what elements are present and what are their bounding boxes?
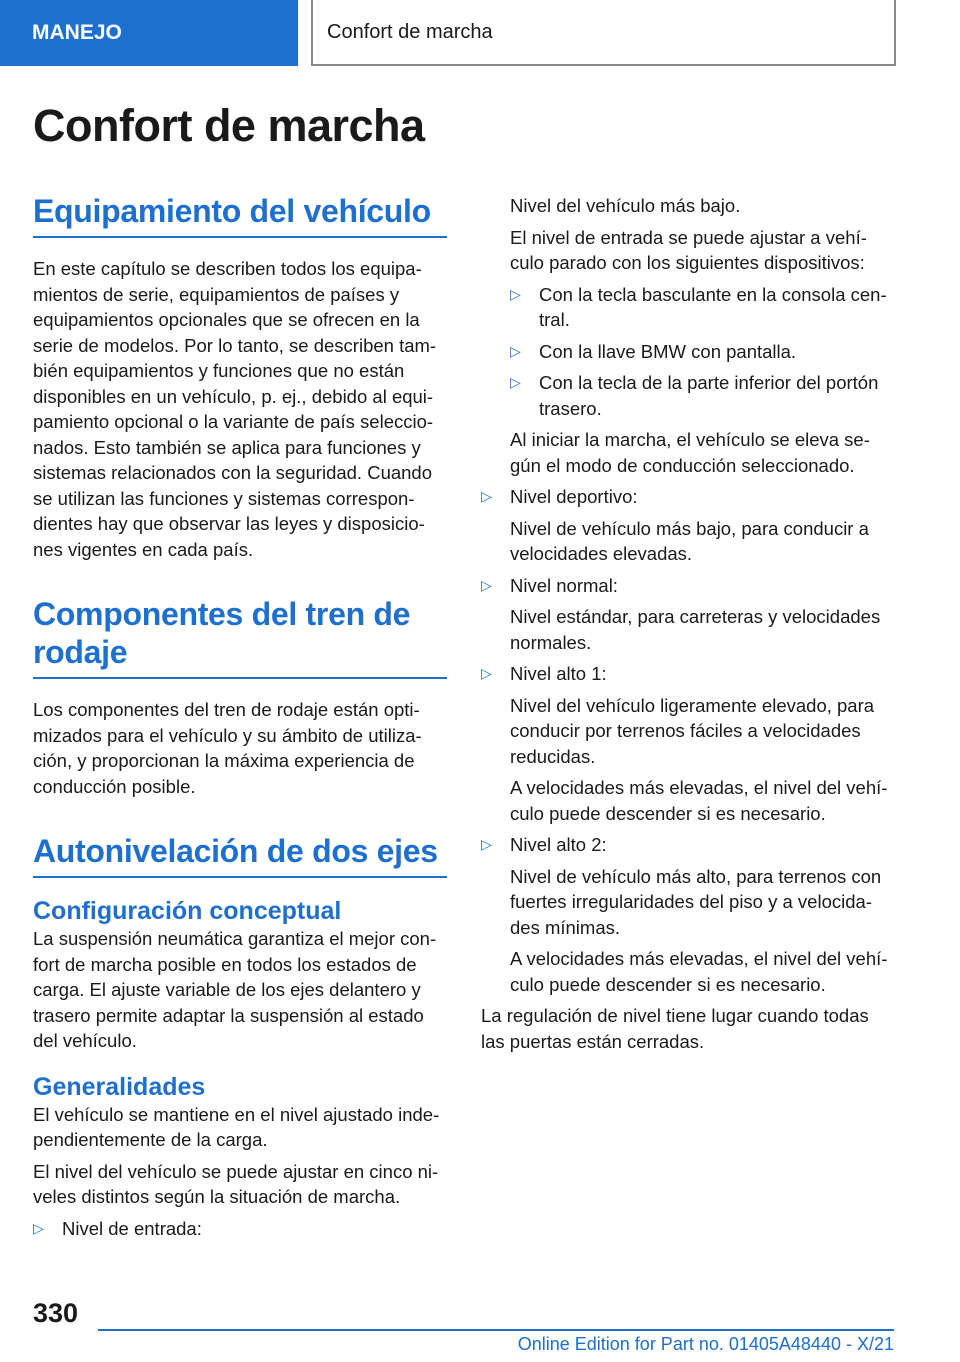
list-item-label: Nivel deportivo: (510, 486, 638, 507)
text-line: nes vigentes en cada país. (33, 538, 254, 560)
triangle-bullet-icon: ▷ (510, 374, 521, 390)
heading-componentes-line1: Componentes del tren de (33, 596, 411, 632)
text-line: El vehículo se mantiene en el nivel ajustado inde- (33, 1103, 440, 1125)
text-line: trasero permite adaptar la suspensión al estado (33, 1004, 424, 1026)
text-line: dientes hay que observar las leyes y disposicio- (33, 513, 425, 534)
list-item-nivel-alto-2 (481, 832, 895, 997)
text-line: normales. (510, 631, 592, 653)
list-item-nivel-normal (481, 573, 895, 656)
list-item-nivel-alto-1 (481, 661, 895, 826)
entrada-note (481, 427, 895, 478)
triangle-bullet-icon: ▷ (481, 488, 492, 504)
text-line: Nivel del vehículo ligeramente elevado, para (510, 694, 875, 716)
text-line: fuertes irregularidades del piso y a velocida- (510, 891, 872, 912)
text-line: A velocidades más elevadas, el nivel del vehí- (510, 777, 888, 798)
footer-edition: Online Edition for Part no. 01405A48440 - X/21 (517, 1334, 894, 1354)
text-line: pendientemente de la carga. (33, 1129, 268, 1150)
list-item-label: Nivel normal: (510, 574, 618, 596)
list-item-device (481, 339, 895, 365)
text-line: conducción posible. (33, 775, 196, 797)
text-line: culo puede descender si es necesario. (510, 802, 826, 824)
text-line: A velocidades más elevadas, el nivel del vehí- (510, 948, 888, 969)
heading-componentes-line2: rodaje (33, 634, 128, 670)
text-line: equipamientos opcionales que se ofrecen en la (33, 309, 420, 330)
text-line: Con la tecla basculante en la consola cen- (539, 283, 887, 305)
triangle-bullet-icon: ▷ (481, 665, 492, 681)
text-line: culo parado con los siguientes dispositivos: (510, 252, 865, 273)
footer-divider (98, 1329, 894, 1331)
text-line: mientos de serie, equipamientos de países y (33, 283, 400, 305)
page-title: Confort de marcha (33, 100, 425, 151)
text-line: La suspensión neumática garantiza el mejor con- (33, 928, 437, 949)
text-line: Nivel de vehículo más bajo, para conducir a (510, 517, 869, 539)
text-line: serie de modelos. Por lo tanto, se describen tam- (33, 334, 437, 356)
list-item-label: Nivel alto 1: (510, 663, 607, 684)
paragraph-componentes (33, 697, 447, 799)
heading-configuracion: Configuración conceptual (33, 897, 342, 925)
text-line: del vehículo. (33, 1030, 137, 1051)
text-line: ción, y proporcionan la máxima experiencia de (33, 750, 415, 771)
list-item-device (481, 282, 895, 333)
text-line: El nivel de entrada se puede ajustar a vehí- (510, 226, 867, 248)
text-line: velocidades elevadas. (510, 543, 693, 564)
text-line: Nivel del vehículo más bajo. (510, 195, 741, 216)
paragraph-generalidades-2 (33, 1159, 447, 1210)
text-line: Con la llave BMW con pantalla. (539, 340, 797, 362)
text-line: Al iniciar la marcha, el vehículo se eleva se- (510, 429, 870, 450)
right-column (481, 193, 895, 1054)
triangle-bullet-icon: ▷ (481, 576, 492, 593)
heading-componentes (33, 595, 447, 679)
text-line: fort de marcha posible en todos los estados de (33, 953, 417, 975)
text-line: tral. (539, 309, 570, 330)
text-line: gún el modo de conducción seleccionado. (510, 454, 855, 476)
text-line: conducir por terrenos fáciles a velocidades (510, 720, 861, 741)
triangle-bullet-icon: ▷ (510, 285, 521, 302)
text-line: se utilizan las funciones y sistemas correspon- (33, 487, 415, 509)
heading-equipamiento: Equipamiento del vehículo (33, 192, 447, 238)
triangle-bullet-icon: ▷ (481, 836, 492, 852)
text-line: disponibles en un vehículo, p. ej., debido al equi- (33, 385, 434, 407)
text-line: pamiento opcional o la variante de país seleccio- (33, 411, 434, 432)
paragraph-generalidades-1 (33, 1102, 447, 1153)
heading-generalidades: Generalidades (33, 1072, 206, 1101)
chapter-header (311, 0, 896, 66)
text-line: bién equipamientos y funciones que no están (33, 360, 405, 381)
list-item-label: Nivel alto 2: (510, 834, 607, 855)
text-line: Con la tecla de la parte inferior del portón (539, 372, 879, 393)
text-line: trasero. (539, 397, 602, 419)
text-line: sistemas relacionados con la seguridad. Cuando (33, 462, 433, 483)
text-line: En este capítulo se describen todos los equipa- (33, 258, 422, 279)
text-line: veles distintos según la situación de marcha. (33, 1186, 401, 1207)
list-item-nivel-entrada (33, 1216, 447, 1242)
list-item-label: Nivel de entrada: (62, 1217, 202, 1239)
list-item-device (481, 370, 895, 421)
section-tab-label: MANEJO (32, 21, 122, 44)
triangle-bullet-icon: ▷ (33, 1219, 44, 1236)
text-line: mizados para el vehículo y su ámbito de utiliza- (33, 724, 422, 746)
text-line: reducidas. (510, 745, 596, 767)
text-line: Nivel de vehículo más alto, para terrenos con (510, 865, 882, 887)
text-line: La regulación de nivel tiene lugar cuando todas (481, 1005, 869, 1026)
text-line: carga. El ajuste variable de los ejes delantero y (33, 979, 421, 1000)
left-column (33, 192, 447, 1241)
text-line: Los componentes del tren de rodaje están opti- (33, 699, 420, 720)
page-number: 330 (33, 1298, 79, 1328)
text-line: las puertas están cerradas. (481, 1030, 705, 1052)
paragraph-closing (481, 1003, 895, 1054)
text-line: culo puede descender si es necesario. (510, 973, 826, 995)
chapter-header-label: Confort de marcha (327, 20, 493, 43)
text-line: des mínimas. (510, 916, 621, 938)
entrada-intro (481, 225, 895, 276)
text-line: nados. Esto también se aplica para funciones y (33, 436, 421, 458)
text-line: El nivel del vehículo se puede ajustar en cinco ni- (33, 1160, 439, 1182)
paragraph-configuracion (33, 926, 447, 1054)
section-tab (0, 0, 298, 66)
list-item-nivel-deportivo (481, 484, 895, 567)
paragraph-equipamiento (33, 256, 447, 562)
text-line: Nivel estándar, para carreteras y velocidades (510, 606, 881, 627)
triangle-bullet-icon: ▷ (510, 342, 521, 359)
heading-autonivelacion: Autonivelación de dos ejes (33, 832, 447, 878)
entrada-desc (481, 193, 895, 219)
